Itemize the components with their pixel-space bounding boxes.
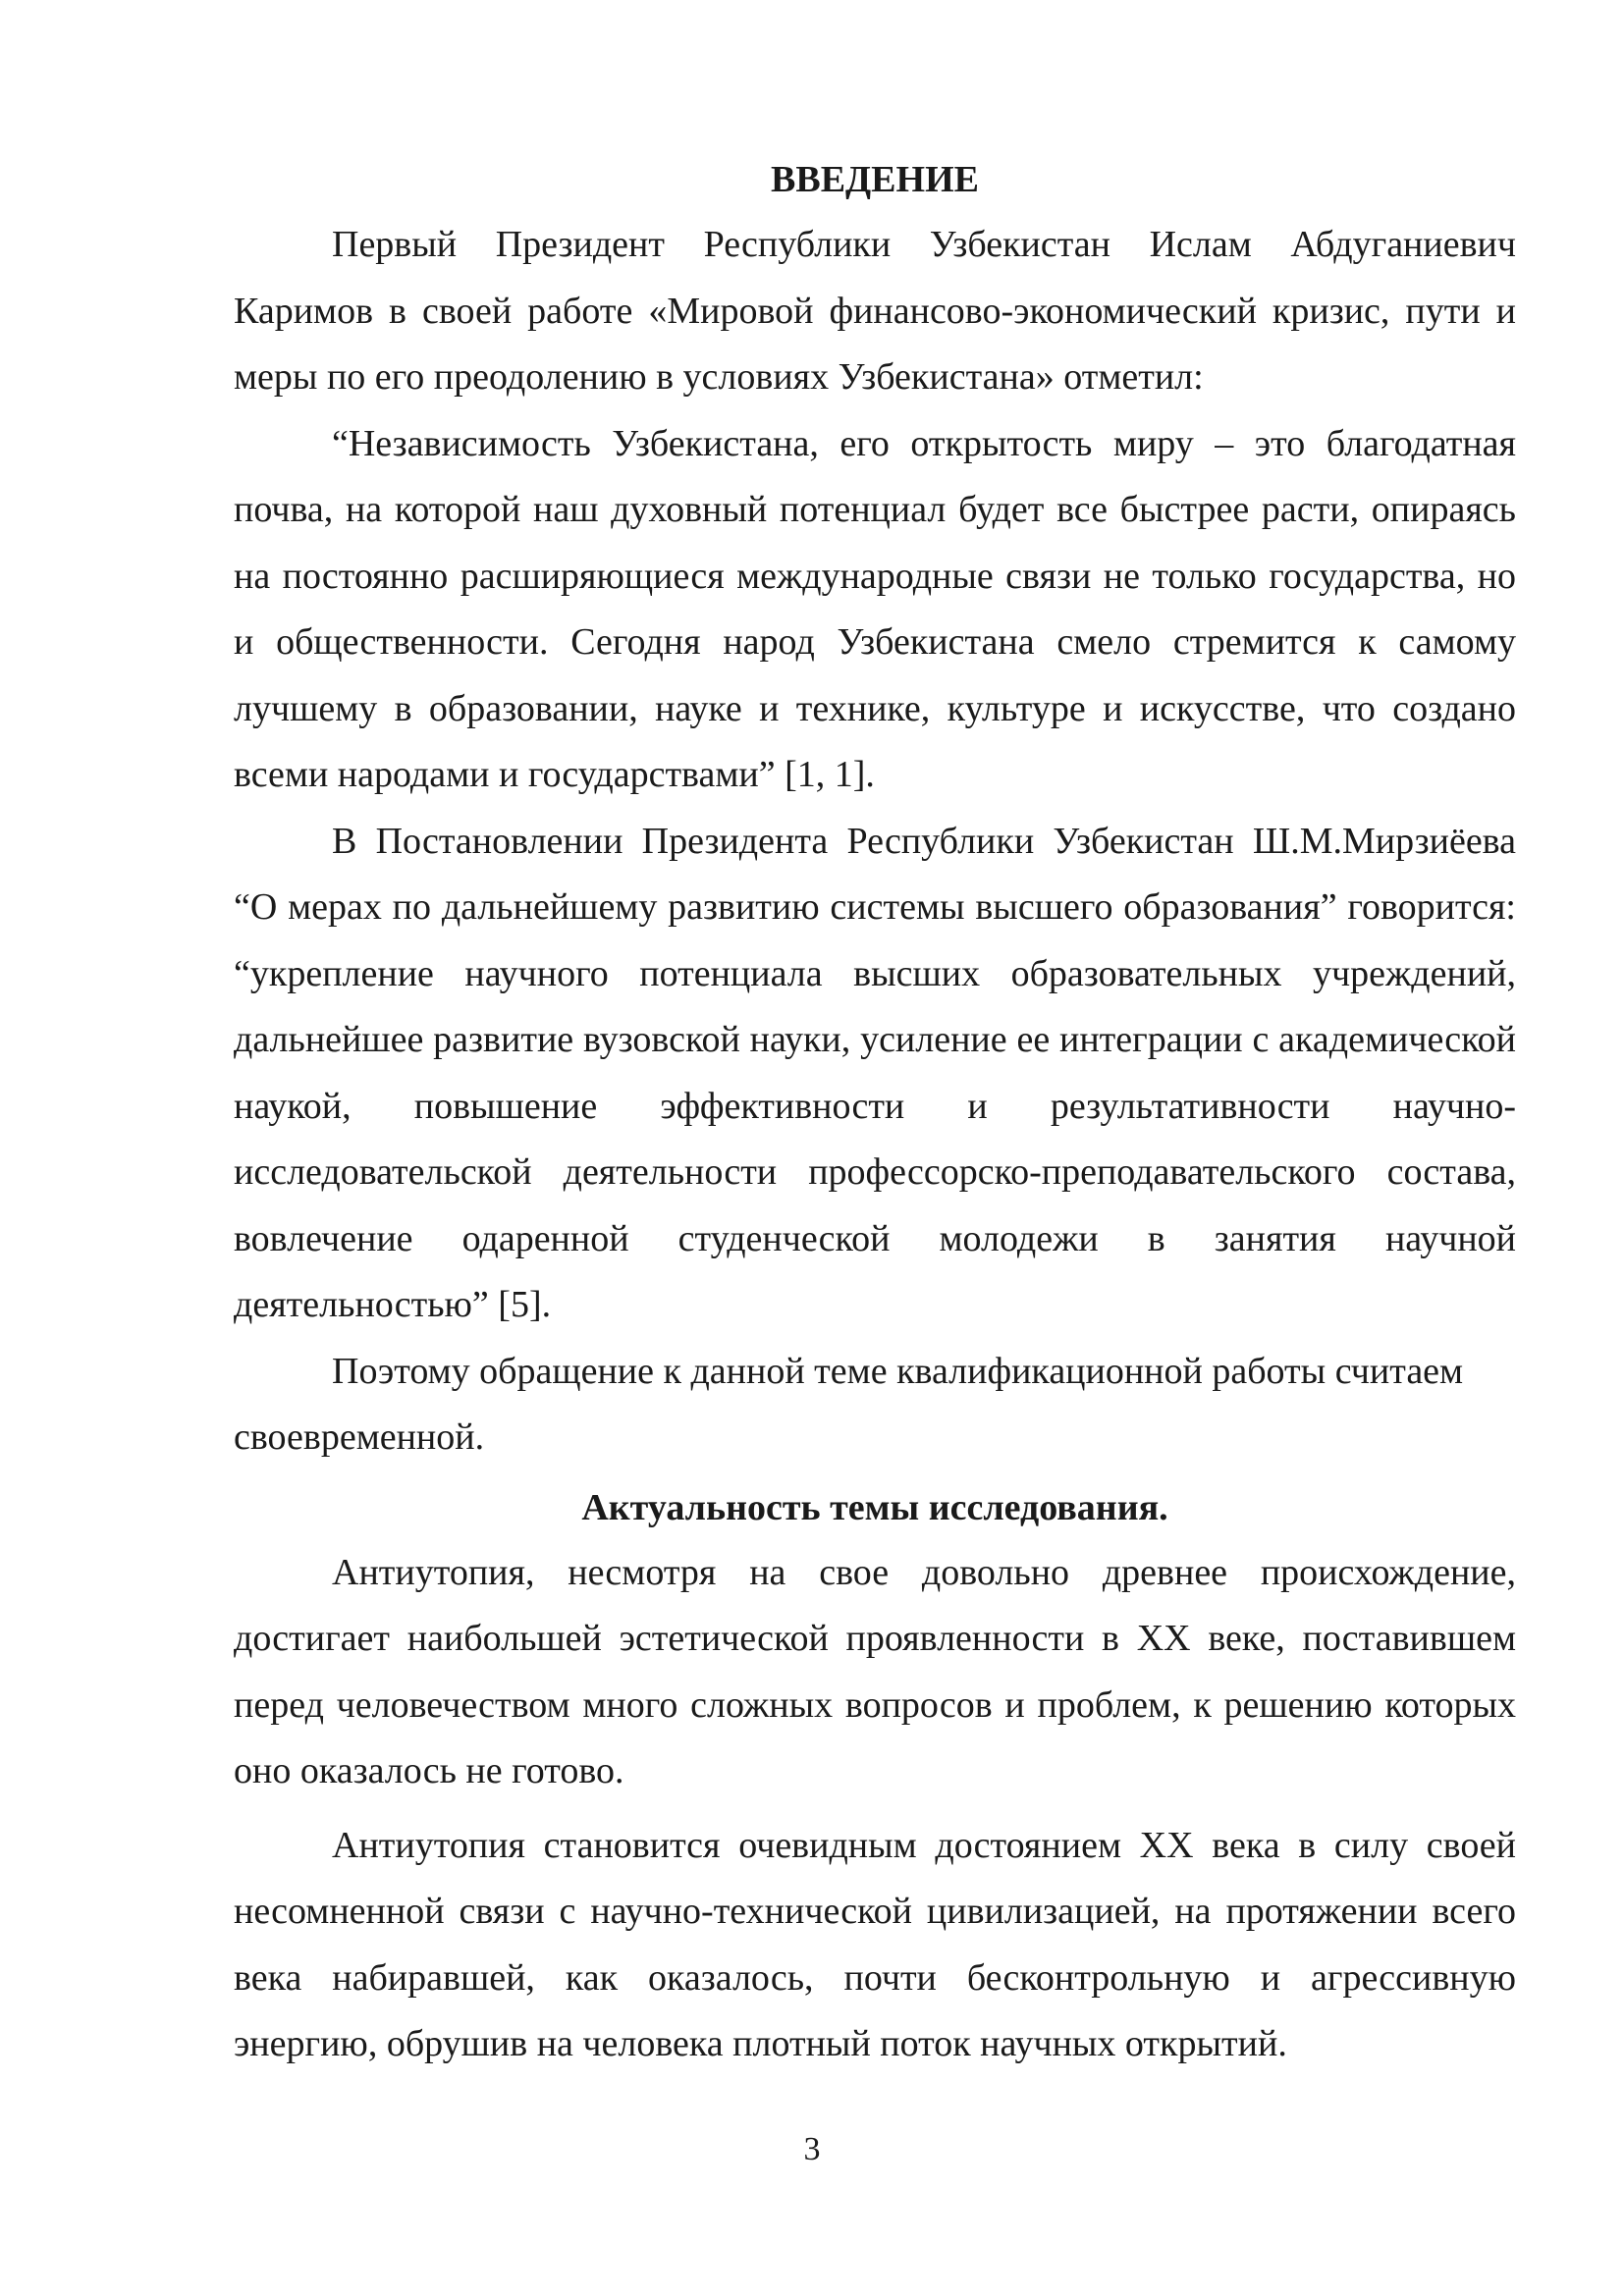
paragraph-karimov-intro: Первый Президент Республики Узбекистан Ислам Абдуганиевич Каримов в своей работе «Мировой финансово-экономический кризис, пути и меры по его преодолению в условиях Узбекистана» отметил: [234,224,1516,398]
paragraph-topic-timeliness: Поэтому обращение к данной теме квалификационной работы считаем своевременной. [234,1350,1464,1458]
heading-introduction: ВВЕДЕНИЕ [771,159,979,200]
paragraph-mirziyoyev-decree: В Постановлении Президента Республики Узбекистан Ш.М.Мирзиёева “О мерах по дальнейшему развитию системы высшего образования” говорится: “укрепление научного потенциала высших образовательных учреждений, дальнейшее развитие вузовской науки, усиление ее интеграции с академической наукой, повышение эффективности и результативности научно-исследовательской деятельности профессорско-преподавательского состава, вовлечение одаренной студенческой молодежи в занятия научной деятельностью” [5]. [234,820,1516,1325]
heading-relevance: Актуальность темы исследования. [581,1486,1168,1528]
paragraph-antiutopia-origin: Антиутопия, несмотря на свое довольно древнее происхождение, достигает наибольшей эстетической проявленности в XX веке, поставившем перед человечеством много сложных вопросов и проблем, к решению которых оно оказалось не готово. [234,1551,1516,1791]
page-number: 3 [803,2131,821,2167]
paragraph-antiutopia-xx-century: Антиутопия становится очевидным достоянием XX века в силу своей несомненной связи с научно-технической цивилизацией, на протяжении всего века набиравшей, как оказалось, почти бесконтрольную и агрессивную энергию, обрушив на человека плотный поток научных открытий. [234,1824,1516,2064]
paragraph-karimov-quote: “Независимость Узбекистана, его открытость миру – это благодатная почва, на которой наш духовный потенциал будет все быстрее расти, опираясь на постоянно расширяющиеся международные связи не только государства, но и общественности. Сегодня народ Узбекистана смело стремится к самому лучшему в образовании, науке и технике, культуре и искусстве, что создано всеми народами и государствами” [1, 1]. [234,422,1516,795]
page-body [234,147,1516,2078]
